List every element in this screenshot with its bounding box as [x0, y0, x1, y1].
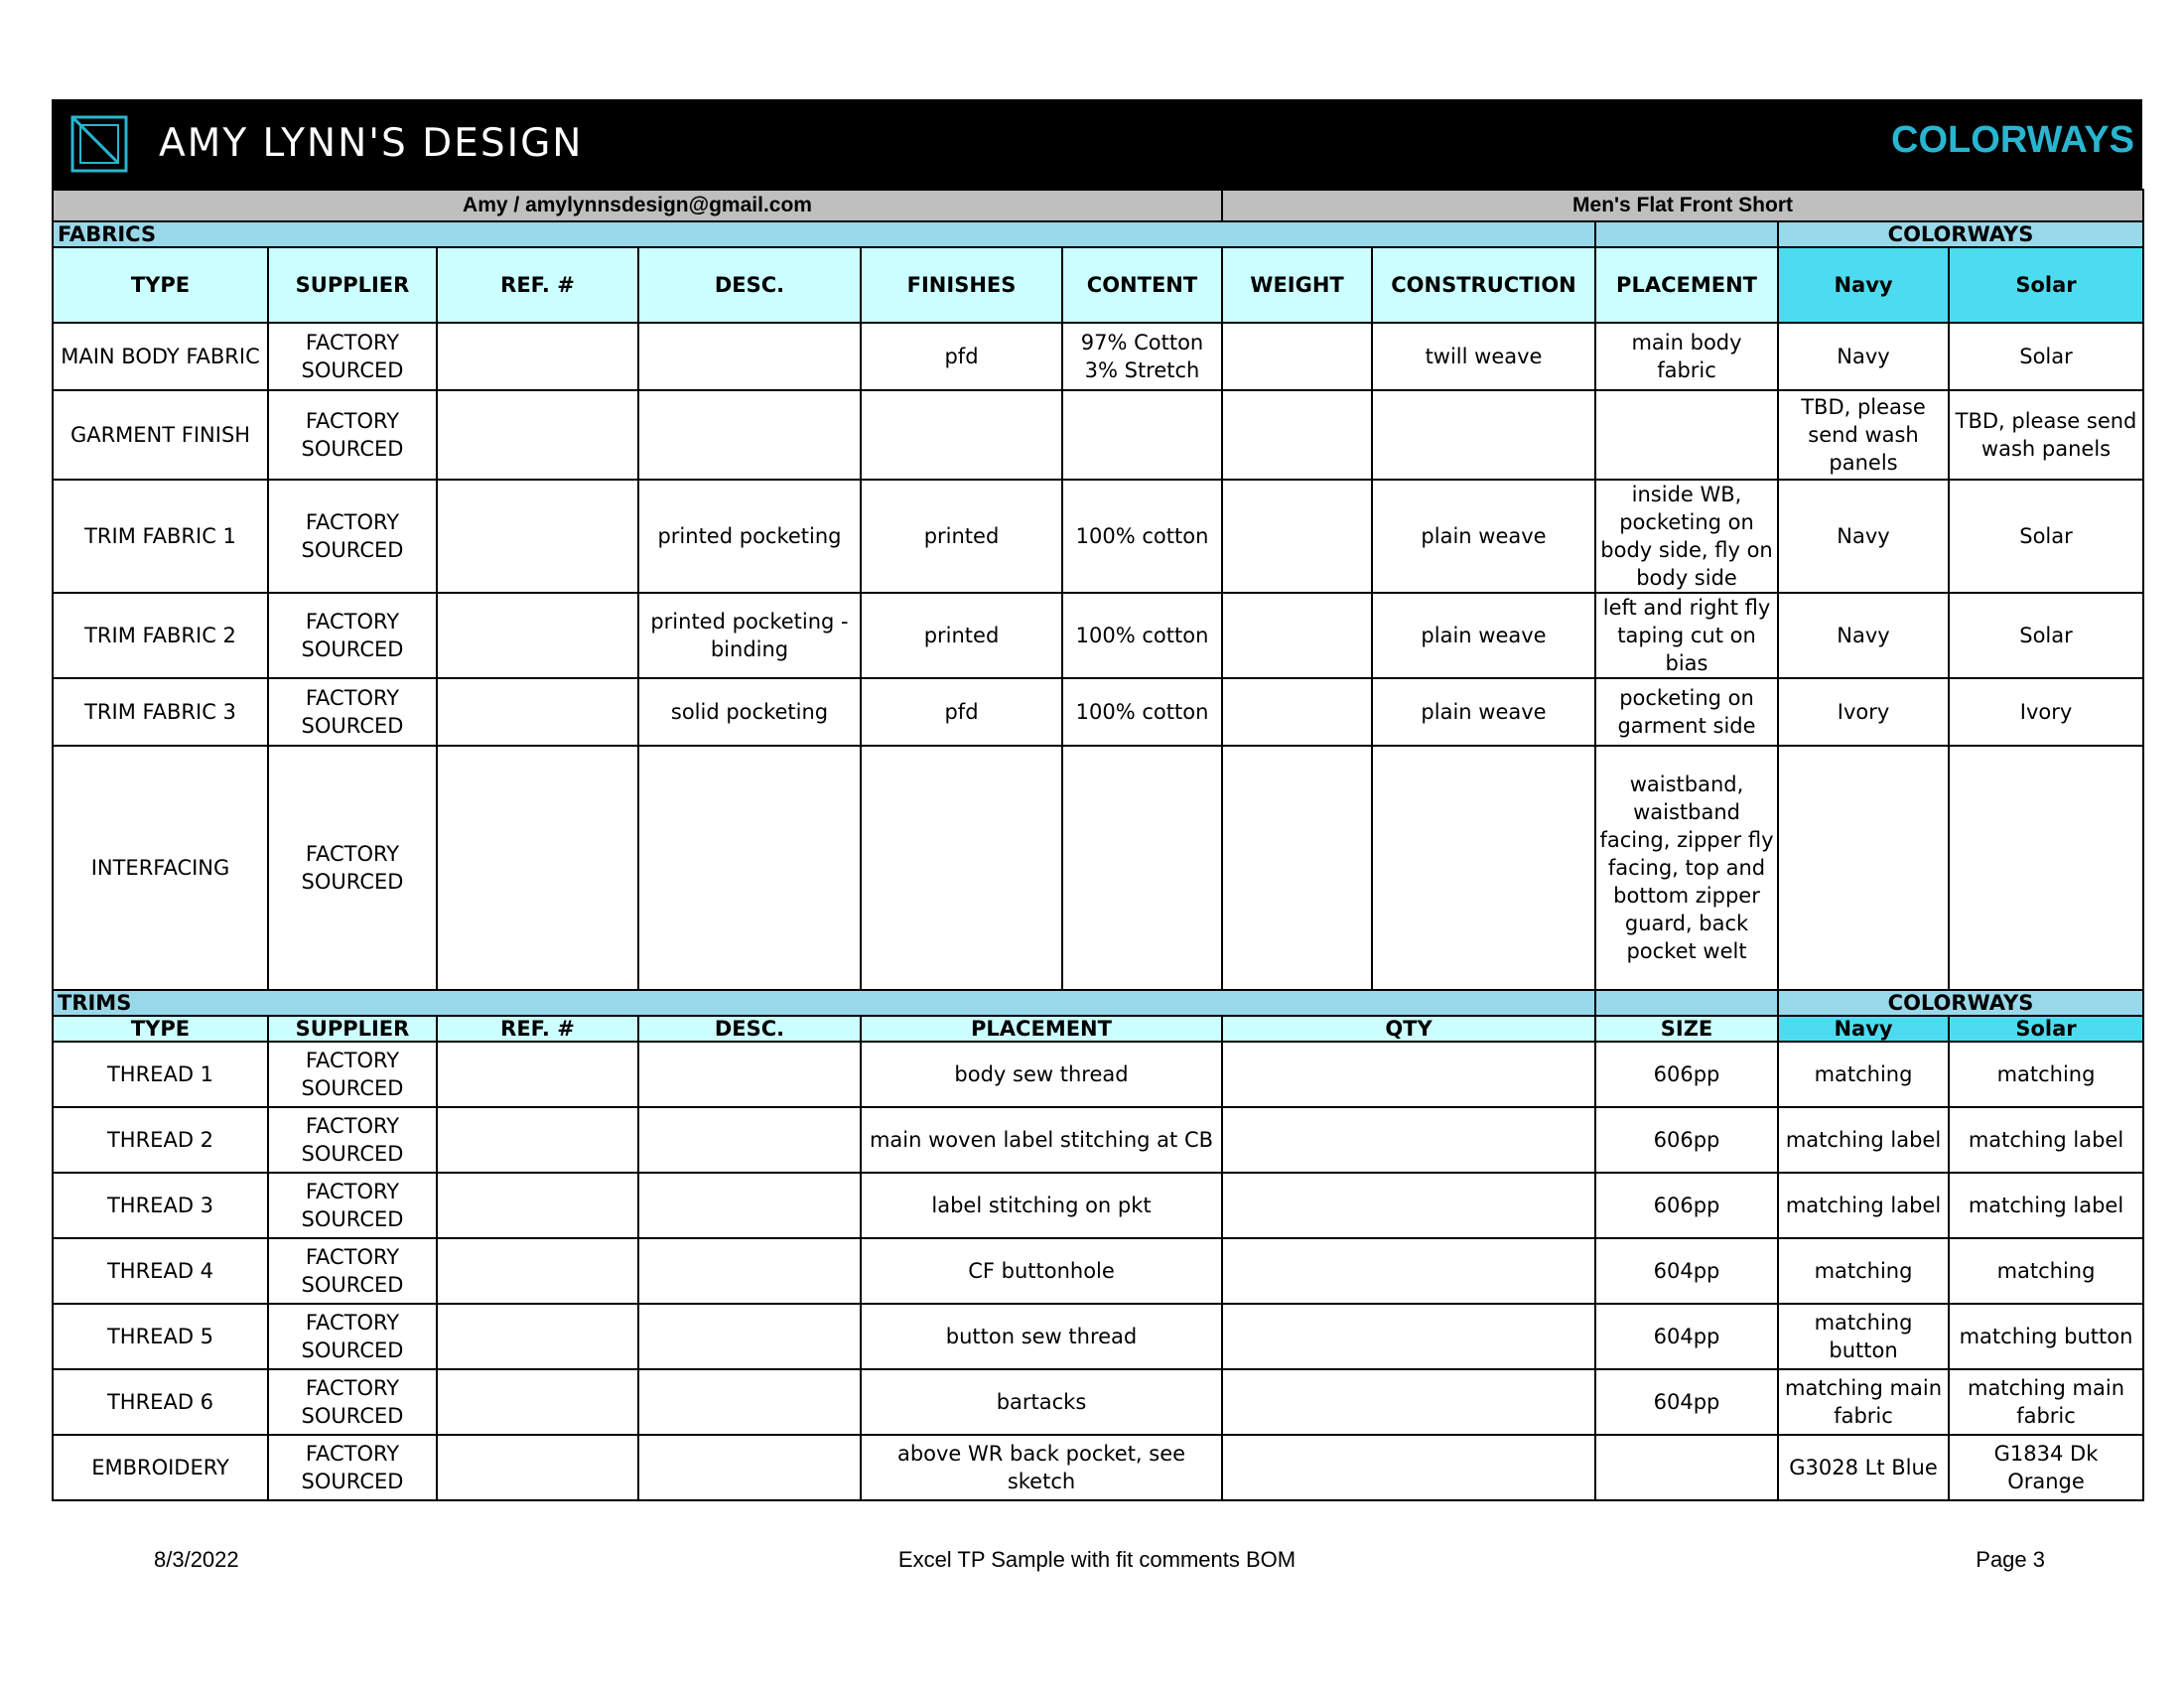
fabric-cell: waistband, waistband facing, zipper fly facing, top and bottom zipper guard, back pocket welt [1595, 746, 1778, 990]
fabric-cell: plain weave [1372, 678, 1595, 746]
fabrics-column-header: FINISHES [861, 247, 1062, 323]
trim-cell [638, 1107, 861, 1173]
trims-colorways-label: COLORWAYS [1778, 990, 2143, 1016]
trim-cell: THREAD 1 [53, 1042, 268, 1107]
trim-cell: body sew thread [861, 1042, 1222, 1107]
page-footer [52, 1547, 2142, 1577]
style-name: Men's Flat Front Short [1222, 190, 2143, 221]
fabric-cell: INTERFACING [53, 746, 268, 990]
fabric-cell: Ivory [1949, 678, 2143, 746]
trim-cell [638, 1435, 861, 1500]
trim-cell: label stitching on pkt [861, 1173, 1222, 1238]
trim-cell: FACTORY SOURCED [268, 1042, 437, 1107]
footer-file-name: Excel TP Sample with fit comments BOM [897, 1547, 1297, 1572]
trim-cell: 604pp [1595, 1238, 1778, 1304]
section-spacer [1595, 221, 1778, 247]
fabric-cell [437, 390, 638, 480]
fabric-cell: FACTORY SOURCED [268, 593, 437, 678]
fabrics-column-header: Solar [1949, 247, 2143, 323]
fabric-cell: plain weave [1372, 480, 1595, 593]
trim-row [53, 1369, 2143, 1435]
fabric-cell: MAIN BODY FABRIC [53, 323, 268, 390]
fabric-cell [437, 323, 638, 390]
trim-cell: THREAD 4 [53, 1238, 268, 1304]
trim-cell: FACTORY SOURCED [268, 1304, 437, 1369]
fabrics-column-header: SUPPLIER [268, 247, 437, 323]
fabrics-colorways-label: COLORWAYS [1778, 221, 2143, 247]
trims-column-header: DESC. [638, 1016, 861, 1042]
trim-cell [1595, 1435, 1778, 1500]
fabric-cell: Navy [1778, 480, 1949, 593]
fabric-cell [1062, 390, 1222, 480]
fabric-cell [1778, 746, 1949, 990]
trim-cell [1222, 1042, 1595, 1107]
fabrics-column-header: DESC. [638, 247, 861, 323]
fabrics-column-header: CONTENT [1062, 247, 1222, 323]
trims-column-header: Navy [1778, 1016, 1949, 1042]
brand-name: AMY LYNN'S DESIGN [159, 121, 584, 166]
trim-cell: main woven label stitching at CB [861, 1107, 1222, 1173]
fabric-cell: printed pocketing - binding [638, 593, 861, 678]
trim-cell: 604pp [1595, 1304, 1778, 1369]
fabric-cell: TBD, please send wash panels [1778, 390, 1949, 480]
fabrics-section-label: FABRICS [53, 221, 1595, 247]
trim-cell: matching label [1949, 1107, 2143, 1173]
trim-cell: matching [1949, 1042, 2143, 1107]
contact-info: Amy / amylynnsdesign@gmail.com [53, 190, 1222, 221]
trims-column-header: TYPE [53, 1016, 268, 1042]
fabric-cell [1222, 480, 1372, 593]
fabrics-header-row [53, 247, 2143, 323]
fabric-cell [1222, 323, 1372, 390]
trim-cell: FACTORY SOURCED [268, 1238, 437, 1304]
fabrics-column-header: TYPE [53, 247, 268, 323]
fabric-cell [1222, 390, 1372, 480]
fabric-cell: inside WB, pocketing on body side, fly on body side [1595, 480, 1778, 593]
fabric-cell [1372, 390, 1595, 480]
fabric-cell: 97% Cotton 3% Stretch [1062, 323, 1222, 390]
fabric-cell: FACTORY SOURCED [268, 678, 437, 746]
page-title: COLORWAYS [1891, 119, 2134, 161]
fabric-cell [1222, 593, 1372, 678]
trim-cell: FACTORY SOURCED [268, 1435, 437, 1500]
fabric-cell [1222, 746, 1372, 990]
fabrics-column-header: REF. # [437, 247, 638, 323]
trims-section-row [53, 990, 2143, 1016]
fabric-row [53, 678, 2143, 746]
trims-section-label: TRIMS [53, 990, 1595, 1016]
fabric-cell [638, 390, 861, 480]
fabric-cell: solid pocketing [638, 678, 861, 746]
fabric-row [53, 323, 2143, 390]
fabric-cell: Navy [1778, 323, 1949, 390]
trim-cell: 606pp [1595, 1107, 1778, 1173]
fabric-row [53, 390, 2143, 480]
fabric-cell: plain weave [1372, 593, 1595, 678]
trim-cell: matching label [1778, 1173, 1949, 1238]
trim-cell: FACTORY SOURCED [268, 1107, 437, 1173]
info-bar [53, 190, 2143, 221]
fabric-cell [1062, 746, 1222, 990]
trim-cell [1222, 1304, 1595, 1369]
trim-row [53, 1042, 2143, 1107]
trim-cell: THREAD 2 [53, 1107, 268, 1173]
fabric-cell [1222, 678, 1372, 746]
trim-cell [1222, 1238, 1595, 1304]
trim-cell: matching main fabric [1778, 1369, 1949, 1435]
fabric-cell: FACTORY SOURCED [268, 746, 437, 990]
trim-cell [437, 1435, 638, 1500]
trims-column-header: Solar [1949, 1016, 2143, 1042]
fabric-row [53, 480, 2143, 593]
fabric-cell: Solar [1949, 323, 2143, 390]
fabric-cell: 100% cotton [1062, 480, 1222, 593]
header-banner [52, 99, 2142, 189]
trim-cell [638, 1042, 861, 1107]
fabric-cell: twill weave [1372, 323, 1595, 390]
fabrics-column-header: Navy [1778, 247, 1949, 323]
fabric-cell [861, 390, 1062, 480]
fabric-cell: Navy [1778, 593, 1949, 678]
trim-cell [1222, 1107, 1595, 1173]
trim-cell: bartacks [861, 1369, 1222, 1435]
fabric-cell: Solar [1949, 480, 2143, 593]
trim-cell [1222, 1435, 1595, 1500]
trim-row [53, 1304, 2143, 1369]
trim-cell [437, 1238, 638, 1304]
trim-cell [638, 1304, 861, 1369]
trim-cell: matching label [1949, 1173, 2143, 1238]
trim-cell: above WR back pocket, see sketch [861, 1435, 1222, 1500]
fabric-cell [1372, 746, 1595, 990]
trim-cell [1222, 1369, 1595, 1435]
trim-cell: G1834 Dk Orange [1949, 1435, 2143, 1500]
fabric-cell: Solar [1949, 593, 2143, 678]
trim-cell [437, 1304, 638, 1369]
fabric-cell [437, 746, 638, 990]
fabrics-column-header: WEIGHT [1222, 247, 1372, 323]
fabric-cell: 100% cotton [1062, 593, 1222, 678]
trim-row [53, 1435, 2143, 1500]
trim-cell: EMBROIDERY [53, 1435, 268, 1500]
fabric-cell [861, 746, 1062, 990]
bom-sheet [52, 99, 2142, 1577]
trim-cell [437, 1173, 638, 1238]
trim-cell: matching [1949, 1238, 2143, 1304]
fabric-cell: left and right fly taping cut on bias [1595, 593, 1778, 678]
trim-cell [638, 1369, 861, 1435]
fabric-cell: printed pocketing [638, 480, 861, 593]
trim-cell [638, 1173, 861, 1238]
trim-cell: matching label [1778, 1107, 1949, 1173]
fabric-cell [437, 593, 638, 678]
fabric-cell: FACTORY SOURCED [268, 323, 437, 390]
trims-column-header: SUPPLIER [268, 1016, 437, 1042]
trim-cell: 606pp [1595, 1173, 1778, 1238]
fabric-cell: printed [861, 593, 1062, 678]
trim-row [53, 1238, 2143, 1304]
fabric-cell: main body fabric [1595, 323, 1778, 390]
fabric-cell: GARMENT FINISH [53, 390, 268, 480]
footer-page-number: Page 3 [1976, 1547, 2045, 1572]
fabric-cell: TBD, please send wash panels [1949, 390, 2143, 480]
fabric-row [53, 746, 2143, 990]
fabric-cell: FACTORY SOURCED [268, 390, 437, 480]
fabric-cell [1949, 746, 2143, 990]
trims-column-header: SIZE [1595, 1016, 1778, 1042]
footer-date: 8/3/2022 [154, 1547, 239, 1572]
trim-cell: matching main fabric [1949, 1369, 2143, 1435]
section-spacer [1595, 990, 1778, 1016]
trims-column-header: REF. # [437, 1016, 638, 1042]
fabrics-column-header: CONSTRUCTION [1372, 247, 1595, 323]
fabric-cell: TRIM FABRIC 1 [53, 480, 268, 593]
fabric-cell [1595, 390, 1778, 480]
fabric-cell [437, 480, 638, 593]
fabric-cell: pfd [861, 323, 1062, 390]
trim-cell: matching button [1778, 1304, 1949, 1369]
trim-cell: THREAD 5 [53, 1304, 268, 1369]
fabric-cell: TRIM FABRIC 2 [53, 593, 268, 678]
trim-cell: FACTORY SOURCED [268, 1369, 437, 1435]
trim-cell: 604pp [1595, 1369, 1778, 1435]
fabric-cell: 100% cotton [1062, 678, 1222, 746]
trim-cell: button sew thread [861, 1304, 1222, 1369]
trim-cell [1222, 1173, 1595, 1238]
fabric-cell: pocketing on garment side [1595, 678, 1778, 746]
trim-cell [638, 1238, 861, 1304]
fabrics-column-header: PLACEMENT [1595, 247, 1778, 323]
trims-column-header: PLACEMENT [861, 1016, 1222, 1042]
fabric-row [53, 593, 2143, 678]
trim-cell: FACTORY SOURCED [268, 1173, 437, 1238]
fabric-cell: pfd [861, 678, 1062, 746]
trim-cell: 606pp [1595, 1042, 1778, 1107]
trim-cell: THREAD 3 [53, 1173, 268, 1238]
fabrics-section-row [53, 221, 2143, 247]
fabric-cell: FACTORY SOURCED [268, 480, 437, 593]
trim-cell [437, 1042, 638, 1107]
trim-cell [437, 1107, 638, 1173]
trim-cell: CF buttonhole [861, 1238, 1222, 1304]
trim-row [53, 1173, 2143, 1238]
fabric-cell: printed [861, 480, 1062, 593]
trims-column-header: QTY [1222, 1016, 1595, 1042]
fabric-cell: Ivory [1778, 678, 1949, 746]
trim-cell: matching [1778, 1238, 1949, 1304]
trims-header-row [53, 1016, 2143, 1042]
trim-cell: THREAD 6 [53, 1369, 268, 1435]
bom-table [52, 189, 2144, 1501]
fabric-cell [638, 323, 861, 390]
fabric-cell [437, 678, 638, 746]
fabric-cell: TRIM FABRIC 3 [53, 678, 268, 746]
trim-row [53, 1107, 2143, 1173]
trim-cell: matching button [1949, 1304, 2143, 1369]
trim-cell: matching [1778, 1042, 1949, 1107]
trim-cell: G3028 Lt Blue [1778, 1435, 1949, 1500]
brand-logo-icon [69, 114, 129, 174]
trim-cell [437, 1369, 638, 1435]
fabric-cell [638, 746, 861, 990]
